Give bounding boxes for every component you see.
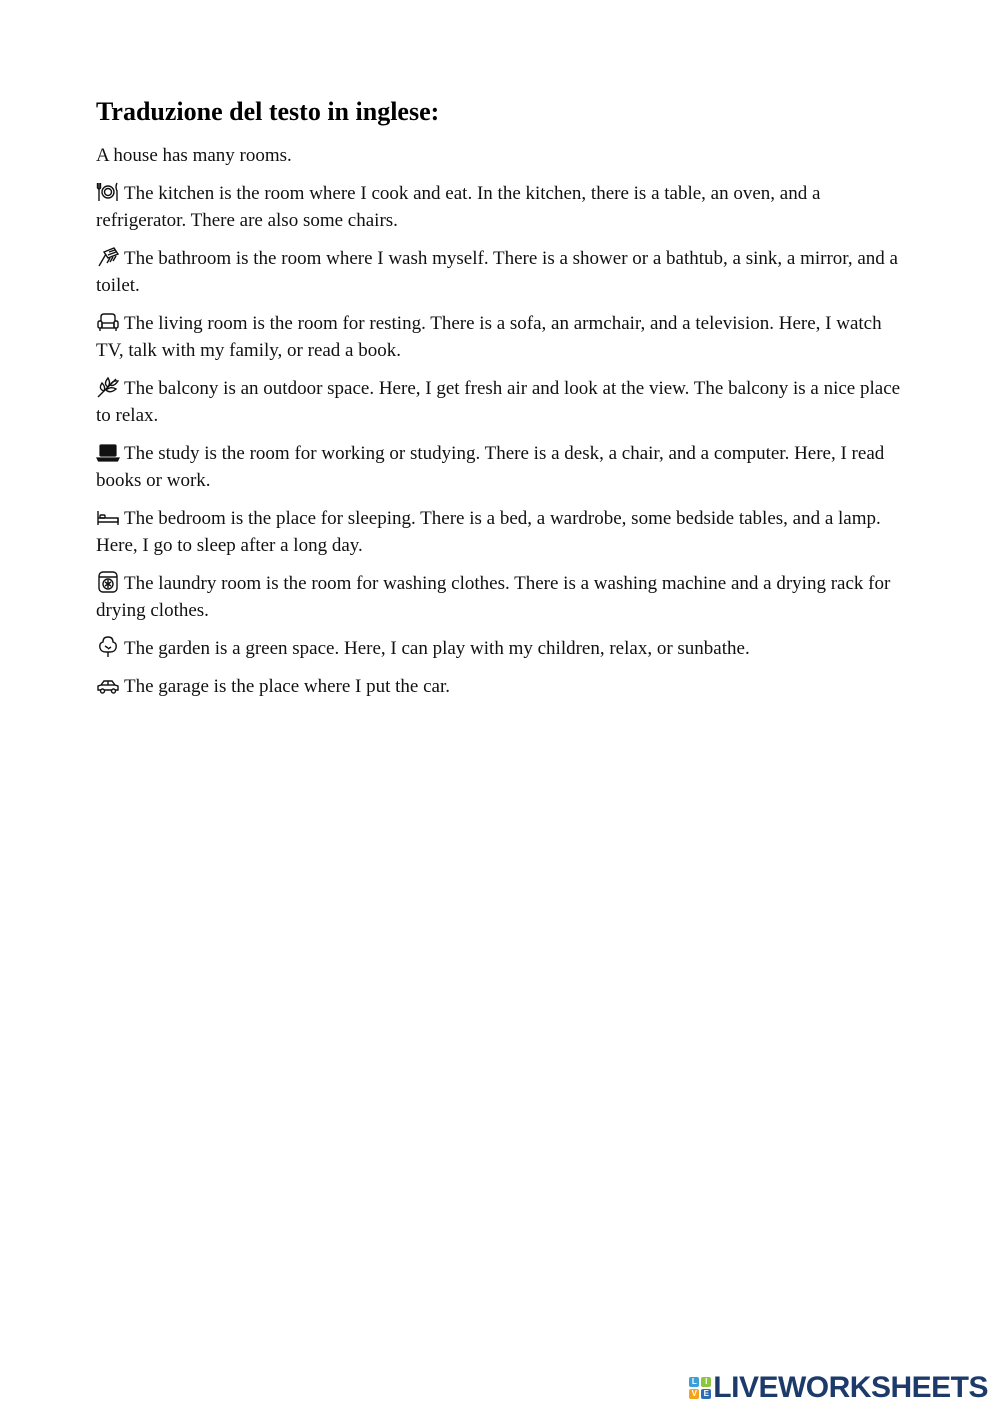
paragraph-text: The bathroom is the room where I wash myself. There is a shower or a bathtub, a sink, a mirror, and a toilet. xyxy=(96,248,898,296)
paragraph-text: The kitchen is the room where I cook and eat. In the kitchen, there is a table, an oven, and a refrigerator. There are also some chairs. xyxy=(96,183,821,231)
page-title: Traduzione del testo in inglese: xyxy=(96,97,440,126)
logo-mark-i: I xyxy=(701,1377,711,1387)
logo-mark-v: V xyxy=(689,1389,699,1399)
plate-cutlery-icon xyxy=(96,181,120,203)
laundry-basket-icon xyxy=(96,571,120,593)
paragraph-text: The living room is the room for resting. There is a sofa, an armchair, and a television. Here, I watch TV, talk with my family, or read a book. xyxy=(96,313,882,361)
logo-mark-l: L xyxy=(689,1377,699,1387)
laptop-icon xyxy=(96,441,120,463)
liveworksheets-logo xyxy=(689,1372,988,1404)
paragraph-bedroom xyxy=(96,505,908,559)
shower-icon xyxy=(96,246,120,268)
paragraph-text: The garage is the place where I put the car. xyxy=(124,676,451,697)
paragraph-text: The bedroom is the place for sleeping. There is a bed, a wardrobe, some bedside tables, and a lamp. Here, I go to sleep after a long day. xyxy=(96,508,881,556)
logo-mark-e: E xyxy=(701,1389,711,1399)
sofa-icon xyxy=(96,311,120,333)
paragraph-kitchen xyxy=(96,180,908,234)
tree-icon xyxy=(96,636,120,658)
paragraph-study xyxy=(96,440,908,494)
paragraph-text: The garden is a green space. Here, I can play with my children, relax, or sunbathe. xyxy=(124,638,750,659)
paragraph-balcony xyxy=(96,375,908,429)
paragraph-text: The balcony is an outdoor space. Here, I get fresh air and look at the view. The balcony is a nice place to relax. xyxy=(96,378,901,426)
intro-paragraph: A house has many rooms. xyxy=(96,145,292,166)
logo-text: LIVEWORKSHEETS xyxy=(713,1371,988,1404)
bed-icon xyxy=(96,506,120,528)
car-icon xyxy=(96,674,120,696)
logo-mark-icon xyxy=(689,1377,711,1399)
paragraph-living-room xyxy=(96,310,908,364)
leaf-icon xyxy=(96,376,120,398)
paragraph-bathroom xyxy=(96,245,908,299)
document-page xyxy=(96,94,908,711)
paragraph-laundry xyxy=(96,570,908,624)
paragraph-text: The study is the room for working or studying. There is a desk, a chair, and a computer. Here, I read books or work. xyxy=(96,443,885,491)
paragraph-garden xyxy=(96,635,908,662)
paragraph-garage xyxy=(96,673,908,700)
paragraph-text: The laundry room is the room for washing clothes. There is a washing machine and a drying rack for drying clothes. xyxy=(96,573,891,621)
